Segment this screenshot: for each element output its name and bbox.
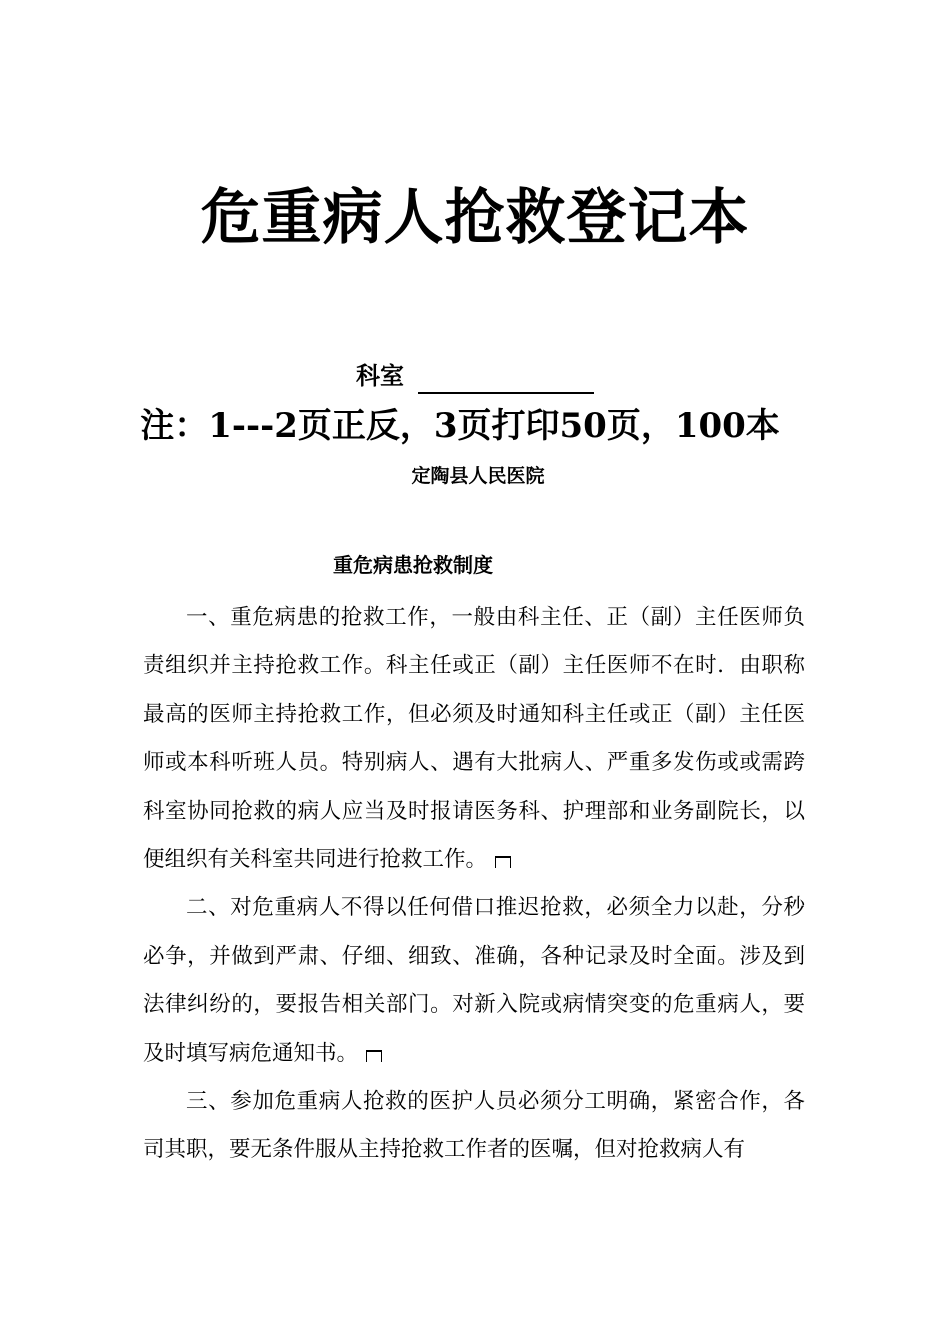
regulation-title: 重危病患抢救制度 xyxy=(333,553,493,577)
regulation-paragraph: 一、重危病患的抢救工作，一般由科主任、正（副）主任医师负责组织并主持抢救工作。科主任或正（副）主任医师不在时．由职称最高的医师主持抢救工作，但必须及时通知科主任或正（副）主任医师或本科听班人员。特别病人、遇有大批病人、严重多发伤或或需跨科室协同抢救的病人应当及时报请医务科、护理部和业务副院长，以便组织有关科室共同进行抢救工作。 xyxy=(143,605,805,873)
print-note: 注：1---2页正反，3页打印50页，100本 xyxy=(140,406,780,446)
regulation-paragraph: 三、参加危重病人抢救的医护人员必须分工明确，紧密合作，各司其职，要无条件服从主持抢救工作者的医嘱，但对抢救病人有 xyxy=(143,1089,805,1163)
regulation-body xyxy=(143,594,805,1175)
hospital-name: 定陶县人民医院 xyxy=(411,465,545,487)
document-title: 危重病人抢救登记本 xyxy=(200,183,750,253)
department-field xyxy=(0,358,950,394)
department-blank-line xyxy=(418,364,594,394)
department-label: 科室 xyxy=(356,361,404,390)
regulation-paragraph: 二、对危重病人不得以任何借口推迟抢救，必须全力以赴，分秒必争，并做到严肃、仔细、细致、准确，各种记录及时全面。涉及到法律纠纷的，要报告相关部门。对新入院或病情突变的危重病人，要及时填写病危通知书。 xyxy=(143,895,805,1066)
paragraph-mark-icon xyxy=(366,1050,382,1062)
paragraph-mark-icon xyxy=(495,856,511,868)
